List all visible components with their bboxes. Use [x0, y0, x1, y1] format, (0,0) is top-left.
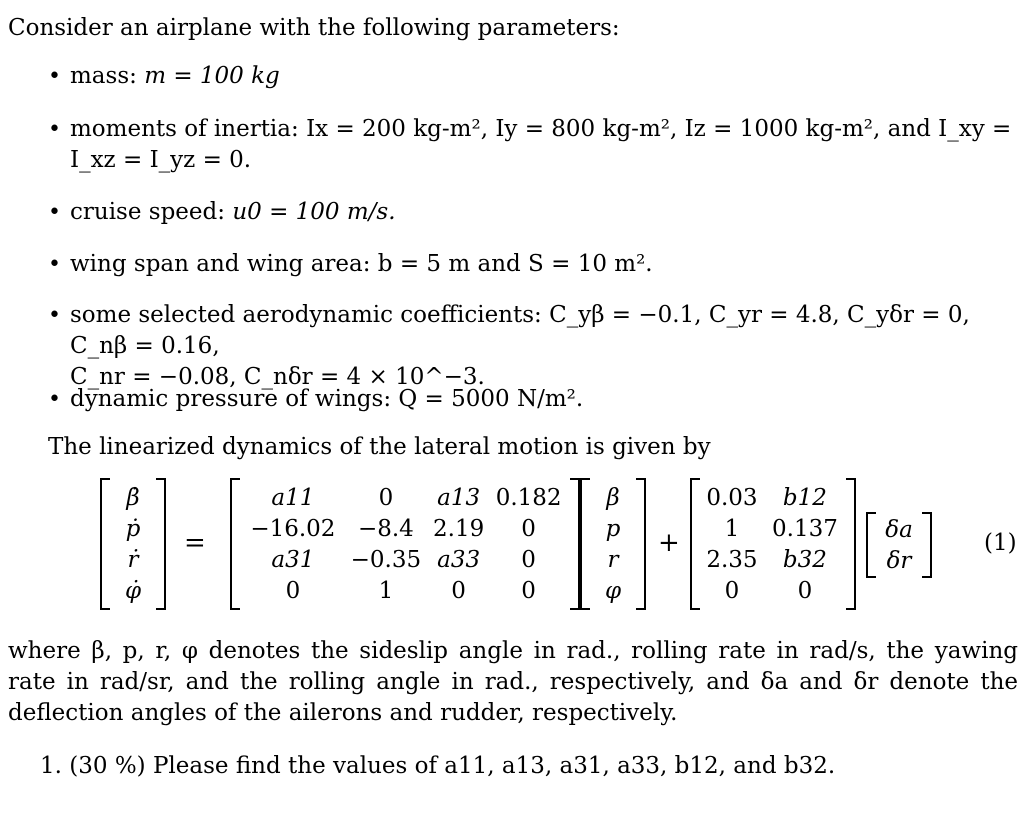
- inertia-line-2: I_xz = I_yz = 0.: [70, 147, 252, 173]
- coefficients-line-1: C_yβ = −0.1, C_yr = 4.8, C_yδr = 0, C_nβ = 0.16,: [70, 302, 970, 359]
- matrix-b-cell: b12: [782, 484, 827, 511]
- question-text: (30 %) Please find the values of a11, a13, a31, a33, b12, and b32.: [69, 753, 836, 779]
- state-vector: [580, 478, 646, 610]
- matrix-a: [230, 478, 580, 610]
- matrix-a-cell: 1: [378, 577, 394, 604]
- matrix-b-cell: 0: [724, 577, 740, 604]
- inertia-line-1: Ix = 200 kg-m², Iy = 800 kg-m², Iz = 1000 kg-m², and I_xy =: [306, 116, 1012, 142]
- bullet-icon: •: [48, 387, 61, 412]
- inertia-text: moments of inertia: Ix = 200 kg-m², Iy = 800 kg-m², Iz = 1000 kg-m², and I_xy = I_xz = I_yz = 0.: [70, 116, 1012, 173]
- matrix-a-cell: 0: [451, 577, 466, 604]
- bullet-icon: •: [48, 200, 61, 225]
- matrix-a-cell: 0: [378, 484, 394, 511]
- matrix-a-cell: 0: [521, 577, 536, 604]
- input-entry: δr: [886, 547, 912, 574]
- matrix-a-cell: 0: [521, 546, 536, 573]
- matrix-b-cell: 0.03: [706, 484, 758, 511]
- matrix-b: [690, 478, 856, 610]
- bullet-icon: •: [48, 252, 61, 277]
- matrix-a-cell: −16.02: [250, 515, 336, 542]
- input-entry: δa: [885, 516, 913, 543]
- lead-text: The linearized dynamics of the lateral motion is given by: [48, 434, 711, 460]
- intro-text: Consider an airplane with the following parameters:: [8, 15, 620, 41]
- matrix-b-cell: b32: [782, 546, 827, 573]
- equation-number: (1): [984, 530, 1017, 556]
- bullet-icon: •: [48, 117, 61, 142]
- coefficients-line-2: C_nr = −0.08, C_nδr = 4 × 10^−3.: [70, 364, 485, 390]
- mass-text: mass: m = 100 kg: [70, 63, 280, 89]
- matrix-a-cell: 0: [521, 515, 536, 542]
- matrix-a-cell: 0.182: [495, 484, 562, 511]
- plus-sign: +: [658, 528, 680, 558]
- matrix-a-cell: −8.4: [357, 515, 414, 542]
- lhs-vector: [100, 478, 166, 610]
- lhs-entry: φ̇: [124, 577, 142, 604]
- speed-text: cruise speed: u0 = 100 m/s.: [70, 199, 396, 225]
- lhs-entry: ṙ: [127, 546, 139, 573]
- matrix-a-cell: a13: [437, 484, 481, 511]
- wing-text: wing span and wing area: b = 5 m and S = 10 m².: [70, 251, 653, 277]
- matrix-b-cell: 1: [724, 515, 740, 542]
- state-entry: φ: [604, 577, 622, 604]
- coefficients-text: some selected aerodynamic coefficients: C_yβ = −0.1, C_yr = 4.8, C_yδr = 0, C_nβ = 0.16, C_nr = −0.08, C_nδr = 4 × 10^−3.: [70, 302, 970, 390]
- question-number: 1.: [40, 753, 62, 779]
- input-vector: [866, 512, 932, 578]
- lhs-entry: ṗ: [125, 515, 141, 542]
- equals-sign: =: [184, 528, 206, 558]
- matrix-a-cell: a31: [271, 546, 315, 573]
- matrix-b-cell: 0.137: [772, 515, 838, 542]
- matrix-a-cell: a11: [271, 484, 315, 511]
- lhs-entry: β̇: [126, 484, 140, 511]
- state-entry: β: [606, 484, 620, 511]
- state-equation: [0, 478, 1024, 614]
- matrix-a-cell: 2.19: [433, 515, 485, 542]
- state-entry: p: [605, 515, 621, 542]
- bullet-icon: •: [48, 303, 61, 328]
- bullet-icon: •: [48, 64, 61, 89]
- state-entry: r: [607, 546, 619, 573]
- matrix-b-cell: 0: [797, 577, 813, 604]
- pressure-text: dynamic pressure of wings: Q = 5000 N/m².: [70, 386, 584, 412]
- matrix-b-cell: 2.35: [706, 546, 758, 573]
- variable-description: where β, p, r, φ denotes the sideslip angle in rad., rolling rate in rad/s, the yawing rate in rad/sr, and the rolling angle in rad., respectively, and δa and δr denote the deflection angles of the ailerons and rudder, respectively.: [8, 638, 1018, 726]
- matrix-a-cell: −0.35: [350, 546, 422, 573]
- matrix-a-cell: a33: [437, 546, 481, 573]
- matrix-a-cell: 0: [285, 577, 301, 604]
- question-item: [40, 752, 835, 780]
